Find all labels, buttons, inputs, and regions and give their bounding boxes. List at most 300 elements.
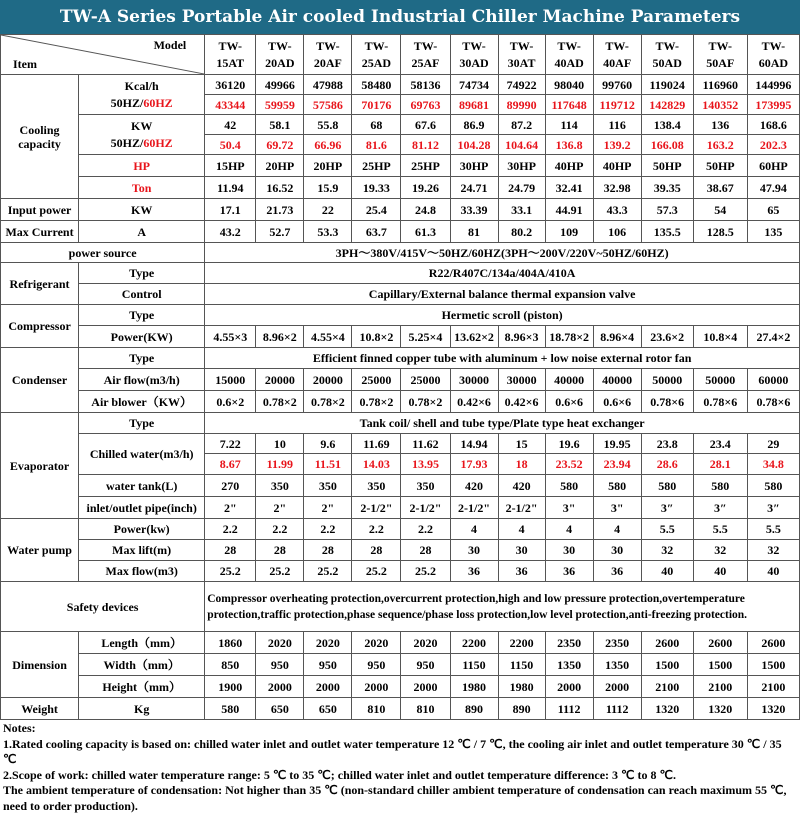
value-cell: 8.96×2: [256, 326, 304, 348]
model-header-cell: [205, 35, 256, 75]
value-cell: 20000: [256, 369, 304, 391]
value-cell: 109: [545, 221, 593, 243]
value-cell: 50.4: [205, 135, 256, 155]
value-cell: 13.95: [401, 454, 450, 475]
value-cell: 50000: [641, 369, 693, 391]
value-cell: 30: [593, 540, 641, 561]
value-cell: 0.78×2: [256, 391, 304, 413]
compressor-type-value: Hermetic scroll (piston): [205, 305, 800, 326]
value-cell: 128.5: [693, 221, 747, 243]
dimension-label: Dimension: [1, 632, 79, 698]
value-cell: 2000: [545, 676, 593, 698]
condenser-airflow-label: Air flow(m3/h): [79, 369, 205, 391]
value-cell: 40: [747, 561, 799, 582]
value-cell: 4: [498, 519, 545, 540]
refrigerant-label: Refrigerant: [1, 263, 79, 305]
value-cell: 950: [352, 654, 401, 676]
value-cell: 11.99: [256, 454, 304, 475]
value-cell: 1900: [205, 676, 256, 698]
value-cell: 580: [693, 475, 747, 497]
value-cell: 15HP: [205, 155, 256, 177]
value-cell: 580: [545, 475, 593, 497]
value-cell: 22: [304, 199, 352, 221]
evaporator-label: Evaporator: [1, 413, 79, 519]
value-cell: 104.28: [450, 135, 498, 155]
hp-label: HP: [79, 155, 205, 177]
model-prefix: TW-: [708, 38, 733, 53]
evaporator-type-value: Tank coil/ shell and tube type/Plate type heat exchanger: [205, 413, 800, 434]
model-prefix: TW-: [316, 38, 340, 53]
label-text: 60HZ: [143, 135, 173, 150]
value-cell: 2": [304, 497, 352, 519]
value-cell: 23.4: [693, 434, 747, 454]
value-cell: 168.6: [747, 115, 799, 135]
model-code: 40AF: [603, 55, 632, 70]
value-cell: 2.2: [205, 519, 256, 540]
max-current-label: Max Current: [1, 221, 79, 243]
model-prefix: TW-: [605, 38, 629, 53]
power-source-value: 3PH～380V/415V～50HZ/60HZ(3PH～200V/220V~50HZ/60HZ): [205, 243, 800, 263]
value-cell: 28.1: [693, 454, 747, 475]
value-cell: 4: [593, 519, 641, 540]
value-cell: 54: [693, 199, 747, 221]
value-cell: 950: [256, 654, 304, 676]
value-cell: 2000: [352, 676, 401, 698]
value-cell: 1500: [693, 654, 747, 676]
value-cell: 104.64: [498, 135, 545, 155]
value-cell: 58136: [401, 75, 450, 95]
model-code: 15AT: [216, 55, 245, 70]
model-code: 40AD: [554, 55, 584, 70]
value-cell: 5.5: [747, 519, 799, 540]
value-cell: 950: [304, 654, 352, 676]
model-header-cell: [450, 35, 498, 75]
value-cell: 135.5: [641, 221, 693, 243]
value-cell: 1320: [747, 698, 799, 720]
value-cell: 9.6: [304, 434, 352, 454]
value-cell: 810: [352, 698, 401, 720]
value-cell: 119024: [641, 75, 693, 95]
value-cell: 55.8: [304, 115, 352, 135]
value-cell: 119712: [593, 95, 641, 115]
value-cell: 38.67: [693, 177, 747, 199]
value-cell: 0.42×6: [498, 391, 545, 413]
refrigerant-control-label: Control: [79, 284, 205, 305]
value-cell: 580: [641, 475, 693, 497]
value-cell: 19.95: [593, 434, 641, 454]
value-cell: 28: [304, 540, 352, 561]
value-cell: 32: [641, 540, 693, 561]
value-cell: 3″: [641, 497, 693, 519]
power-source-row: [1, 243, 800, 263]
value-cell: 36120: [205, 75, 256, 95]
chilled-water-row-1: [1, 434, 800, 454]
value-cell: 30000: [498, 369, 545, 391]
value-cell: 58.1: [256, 115, 304, 135]
compressor-power-row: [1, 326, 800, 348]
value-cell: 16.52: [256, 177, 304, 199]
kcal-hz-label: [79, 95, 204, 112]
value-cell: 2.2: [401, 519, 450, 540]
value-cell: 2-1/2": [401, 497, 450, 519]
value-cell: 17.1: [205, 199, 256, 221]
value-cell: 36: [498, 561, 545, 582]
value-cell: 25000: [352, 369, 401, 391]
input-power-label: Input power: [1, 199, 79, 221]
value-cell: 0.78×2: [304, 391, 352, 413]
value-cell: 3″: [693, 497, 747, 519]
value-cell: 23.8: [641, 434, 693, 454]
model-code: 60AD: [758, 55, 789, 70]
value-cell: 44.91: [545, 199, 593, 221]
page-title: TW-A Series Portable Air cooled Industrial Chiller Machine Parameters: [0, 0, 800, 34]
value-cell: 74922: [498, 75, 545, 95]
value-cell: 28: [256, 540, 304, 561]
value-cell: 49966: [256, 75, 304, 95]
value-cell: 0.42×6: [450, 391, 498, 413]
value-cell: 43.2: [205, 221, 256, 243]
value-cell: 47988: [304, 75, 352, 95]
value-cell: 890: [450, 698, 498, 720]
width-label: Width（mm）: [79, 654, 205, 676]
water-pump-label: Water pump: [1, 519, 79, 582]
pump-power-row: [1, 519, 800, 540]
value-cell: 32: [693, 540, 747, 561]
value-cell: 15.9: [304, 177, 352, 199]
value-cell: 2000: [401, 676, 450, 698]
water-tank-label: water tank(L): [79, 475, 205, 497]
label-text: 50HZ/: [110, 135, 144, 150]
value-cell: 66.96: [304, 135, 352, 155]
value-cell: 7.22: [205, 434, 256, 454]
value-cell: 580: [205, 698, 256, 720]
model-header-cell: [545, 35, 593, 75]
value-cell: 0.78×6: [641, 391, 693, 413]
length-label: Length（mm）: [79, 632, 205, 654]
model-prefix: TW-: [413, 38, 438, 53]
value-cell: 43.3: [593, 199, 641, 221]
value-cell: 11.94: [205, 177, 256, 199]
value-cell: 32: [747, 540, 799, 561]
value-cell: 1150: [450, 654, 498, 676]
value-cell: 116: [593, 115, 641, 135]
label-text: KW: [131, 118, 153, 133]
value-cell: 15000: [205, 369, 256, 391]
value-cell: 135: [747, 221, 799, 243]
value-cell: 43344: [205, 95, 256, 115]
value-cell: 114: [545, 115, 593, 135]
value-cell: 18.78×2: [545, 326, 593, 348]
compressor-power-label: Power(KW): [79, 326, 205, 348]
weight-row: [1, 698, 800, 720]
value-cell: 950: [401, 654, 450, 676]
model-prefix: TW-: [509, 38, 534, 53]
value-cell: 3": [545, 497, 593, 519]
value-cell: 2600: [747, 632, 799, 654]
value-cell: 2": [205, 497, 256, 519]
weight-label: Weight: [1, 698, 79, 720]
model-header-cell: [641, 35, 693, 75]
model-code: 25AF: [411, 55, 440, 70]
value-cell: 89681: [450, 95, 498, 115]
pump-flow-row: [1, 561, 800, 582]
condenser-type-label: Type: [79, 348, 205, 369]
value-cell: 2100: [693, 676, 747, 698]
value-cell: 1320: [641, 698, 693, 720]
value-cell: 1112: [593, 698, 641, 720]
model-header-cell: [256, 35, 304, 75]
value-cell: 1320: [693, 698, 747, 720]
refrigerant-type-value: R22/R407C/134a/404A/410A: [205, 263, 800, 284]
model-code: 50AD: [652, 55, 682, 70]
item-model-header: [1, 35, 205, 75]
input-power-unit: KW: [79, 199, 205, 221]
height-label: Height（mm）: [79, 676, 205, 698]
kw-hz-label: [79, 135, 204, 152]
value-cell: 139.2: [593, 135, 641, 155]
value-cell: 890: [498, 698, 545, 720]
value-cell: 68: [352, 115, 401, 135]
value-cell: 40000: [545, 369, 593, 391]
value-cell: 53.3: [304, 221, 352, 243]
value-cell: 2600: [641, 632, 693, 654]
kw-row-1: [1, 115, 800, 135]
value-cell: 30HP: [498, 155, 545, 177]
value-cell: 30: [450, 540, 498, 561]
input-power-row: [1, 199, 800, 221]
refrigerant-type-row: [1, 263, 800, 284]
model-code: 20AD: [265, 55, 295, 70]
value-cell: 2100: [641, 676, 693, 698]
condenser-type-row: [1, 348, 800, 369]
value-cell: 270: [205, 475, 256, 497]
value-cell: 30000: [450, 369, 498, 391]
refrigerant-type-label: Type: [79, 263, 205, 284]
value-cell: 0.6×2: [205, 391, 256, 413]
value-cell: 163.2: [693, 135, 747, 155]
value-cell: 4: [450, 519, 498, 540]
model-prefix: TW-: [557, 38, 581, 53]
value-cell: 25000: [401, 369, 450, 391]
value-cell: 34.8: [747, 454, 799, 475]
value-cell: 2200: [498, 632, 545, 654]
value-cell: 42: [205, 115, 256, 135]
value-cell: 2200: [450, 632, 498, 654]
value-cell: 89990: [498, 95, 545, 115]
value-cell: 25.2: [256, 561, 304, 582]
value-cell: 20HP: [256, 155, 304, 177]
value-cell: 8.67: [205, 454, 256, 475]
value-cell: 29: [747, 434, 799, 454]
value-cell: 65: [747, 199, 799, 221]
value-cell: 19.26: [401, 177, 450, 199]
safety-label: Safety devices: [1, 582, 205, 632]
value-cell: 2.2: [304, 519, 352, 540]
value-cell: 116960: [693, 75, 747, 95]
value-cell: 28: [352, 540, 401, 561]
value-cell: 4.55×3: [205, 326, 256, 348]
notes-heading: Notes:: [3, 721, 36, 735]
value-cell: 2.2: [352, 519, 401, 540]
value-cell: 2350: [545, 632, 593, 654]
max-current-unit: A: [79, 221, 205, 243]
value-cell: 144996: [747, 75, 799, 95]
value-cell: 25.2: [205, 561, 256, 582]
ton-label: Ton: [79, 177, 205, 199]
evaporator-type-row: [1, 413, 800, 434]
pump-power-label: Power(kw): [79, 519, 205, 540]
value-cell: 33.1: [498, 199, 545, 221]
value-cell: 10: [256, 434, 304, 454]
value-cell: 24.8: [401, 199, 450, 221]
value-cell: 57586: [304, 95, 352, 115]
value-cell: 1980: [498, 676, 545, 698]
model-prefix: TW-: [655, 38, 679, 53]
model-prefix: TW-: [268, 38, 292, 53]
value-cell: 61.3: [401, 221, 450, 243]
value-cell: 136: [693, 115, 747, 135]
value-cell: 2600: [693, 632, 747, 654]
value-cell: 580: [593, 475, 641, 497]
condenser-blower-label: Air blower（KW）: [79, 391, 205, 413]
condenser-airflow-row: [1, 369, 800, 391]
value-cell: 58480: [352, 75, 401, 95]
model-prefix: TW-: [364, 38, 389, 53]
kcal-row-1: [1, 75, 800, 95]
safety-row: [1, 582, 800, 632]
value-cell: 50HP: [693, 155, 747, 177]
value-cell: 20HP: [304, 155, 352, 177]
value-cell: 1150: [498, 654, 545, 676]
value-cell: 136.8: [545, 135, 593, 155]
kw-label: [79, 115, 205, 155]
value-cell: 2-1/2": [498, 497, 545, 519]
value-cell: 47.94: [747, 177, 799, 199]
value-cell: 23.6×2: [641, 326, 693, 348]
value-cell: 40: [641, 561, 693, 582]
value-cell: 2.2: [256, 519, 304, 540]
value-cell: 8.96×4: [593, 326, 641, 348]
value-cell: 36: [593, 561, 641, 582]
value-cell: 27.4×2: [747, 326, 799, 348]
condenser-type-value: Efficient finned copper tube with aluminum + low noise external rotor fan: [205, 348, 800, 369]
value-cell: 2000: [304, 676, 352, 698]
value-cell: 1500: [641, 654, 693, 676]
value-cell: 40HP: [545, 155, 593, 177]
value-cell: 8.96×3: [498, 326, 545, 348]
value-cell: 0.78×6: [747, 391, 799, 413]
note-3: The ambient temperature of condensation: Not higher than 35 ℃ (non-standard chiller ambient temperature of condensation can reach maximum 55 ℃, need to order production).: [3, 783, 787, 813]
value-cell: 0.6×6: [593, 391, 641, 413]
value-cell: 0.78×6: [693, 391, 747, 413]
value-cell: 81.12: [401, 135, 450, 155]
value-cell: 14.94: [450, 434, 498, 454]
model-header-cell: [498, 35, 545, 75]
value-cell: 1350: [545, 654, 593, 676]
spec-table: [0, 34, 800, 720]
weight-unit: Kg: [79, 698, 205, 720]
value-cell: 4: [545, 519, 593, 540]
value-cell: 10.8×4: [693, 326, 747, 348]
value-cell: 28: [205, 540, 256, 561]
value-cell: 350: [304, 475, 352, 497]
value-cell: 1500: [747, 654, 799, 676]
compressor-label: Compressor: [1, 305, 79, 348]
value-cell: 5.25×4: [401, 326, 450, 348]
hp-row: [1, 155, 800, 177]
note-2: 2.Scope of work: chilled water temperature range: 5 ℃ to 35 ℃; chilled water inlet and outlet temperature difference: 3 ℃ to 8 ℃.: [3, 767, 676, 782]
value-cell: 1860: [205, 632, 256, 654]
value-cell: 142829: [641, 95, 693, 115]
value-cell: 0.78×2: [401, 391, 450, 413]
value-cell: 20000: [304, 369, 352, 391]
value-cell: 23.52: [545, 454, 593, 475]
value-cell: 63.7: [352, 221, 401, 243]
value-cell: 25.2: [401, 561, 450, 582]
value-cell: 0.6×6: [545, 391, 593, 413]
value-cell: 13.62×2: [450, 326, 498, 348]
header-row: [1, 35, 800, 75]
model-header-cell: [401, 35, 450, 75]
model-prefix: TW-: [462, 38, 486, 53]
label-text: 60HZ: [143, 95, 173, 110]
value-cell: 25.2: [352, 561, 401, 582]
value-cell: 36: [450, 561, 498, 582]
value-cell: 2020: [352, 632, 401, 654]
value-cell: 40000: [593, 369, 641, 391]
value-cell: 106: [593, 221, 641, 243]
value-cell: 2-1/2": [352, 497, 401, 519]
value-cell: 3": [593, 497, 641, 519]
value-cell: 850: [205, 654, 256, 676]
model-header-cell: [593, 35, 641, 75]
model-code: 50AF: [706, 55, 735, 70]
value-cell: 1112: [545, 698, 593, 720]
value-cell: 99760: [593, 75, 641, 95]
value-cell: 67.6: [401, 115, 450, 135]
value-cell: 166.08: [641, 135, 693, 155]
value-cell: 25.2: [304, 561, 352, 582]
value-cell: 350: [401, 475, 450, 497]
value-cell: 0.78×2: [352, 391, 401, 413]
power-source-label: power source: [1, 243, 205, 263]
compressor-type-label: Type: [79, 305, 205, 326]
item-header: Item: [13, 57, 37, 71]
value-cell: 17.93: [450, 454, 498, 475]
value-cell: 11.51: [304, 454, 352, 475]
value-cell: 24.71: [450, 177, 498, 199]
value-cell: 11.69: [352, 434, 401, 454]
condenser-label: Condenser: [1, 348, 79, 413]
value-cell: 52.7: [256, 221, 304, 243]
model-header: Model: [153, 38, 187, 52]
value-cell: 3″: [747, 497, 799, 519]
value-cell: 650: [304, 698, 352, 720]
pump-flow-label: Max flow(m3): [79, 561, 205, 582]
value-cell: 86.9: [450, 115, 498, 135]
cooling-capacity-label: Cooling capacity: [1, 75, 79, 199]
value-cell: 14.03: [352, 454, 401, 475]
value-cell: 28: [401, 540, 450, 561]
value-cell: 5.5: [641, 519, 693, 540]
value-cell: 39.35: [641, 177, 693, 199]
note-1: 1.Rated cooling capacity is based on: chilled water inlet and outlet water temperature 12 ℃ / 7 ℃, the cooling air inlet and outlet temperature 30 ℃ / 35 ℃: [3, 736, 782, 766]
label-text: Kcal/h: [124, 78, 159, 93]
model-code: 30AT: [507, 55, 536, 70]
value-cell: 80.2: [498, 221, 545, 243]
value-cell: 2020: [256, 632, 304, 654]
value-cell: 24.79: [498, 177, 545, 199]
